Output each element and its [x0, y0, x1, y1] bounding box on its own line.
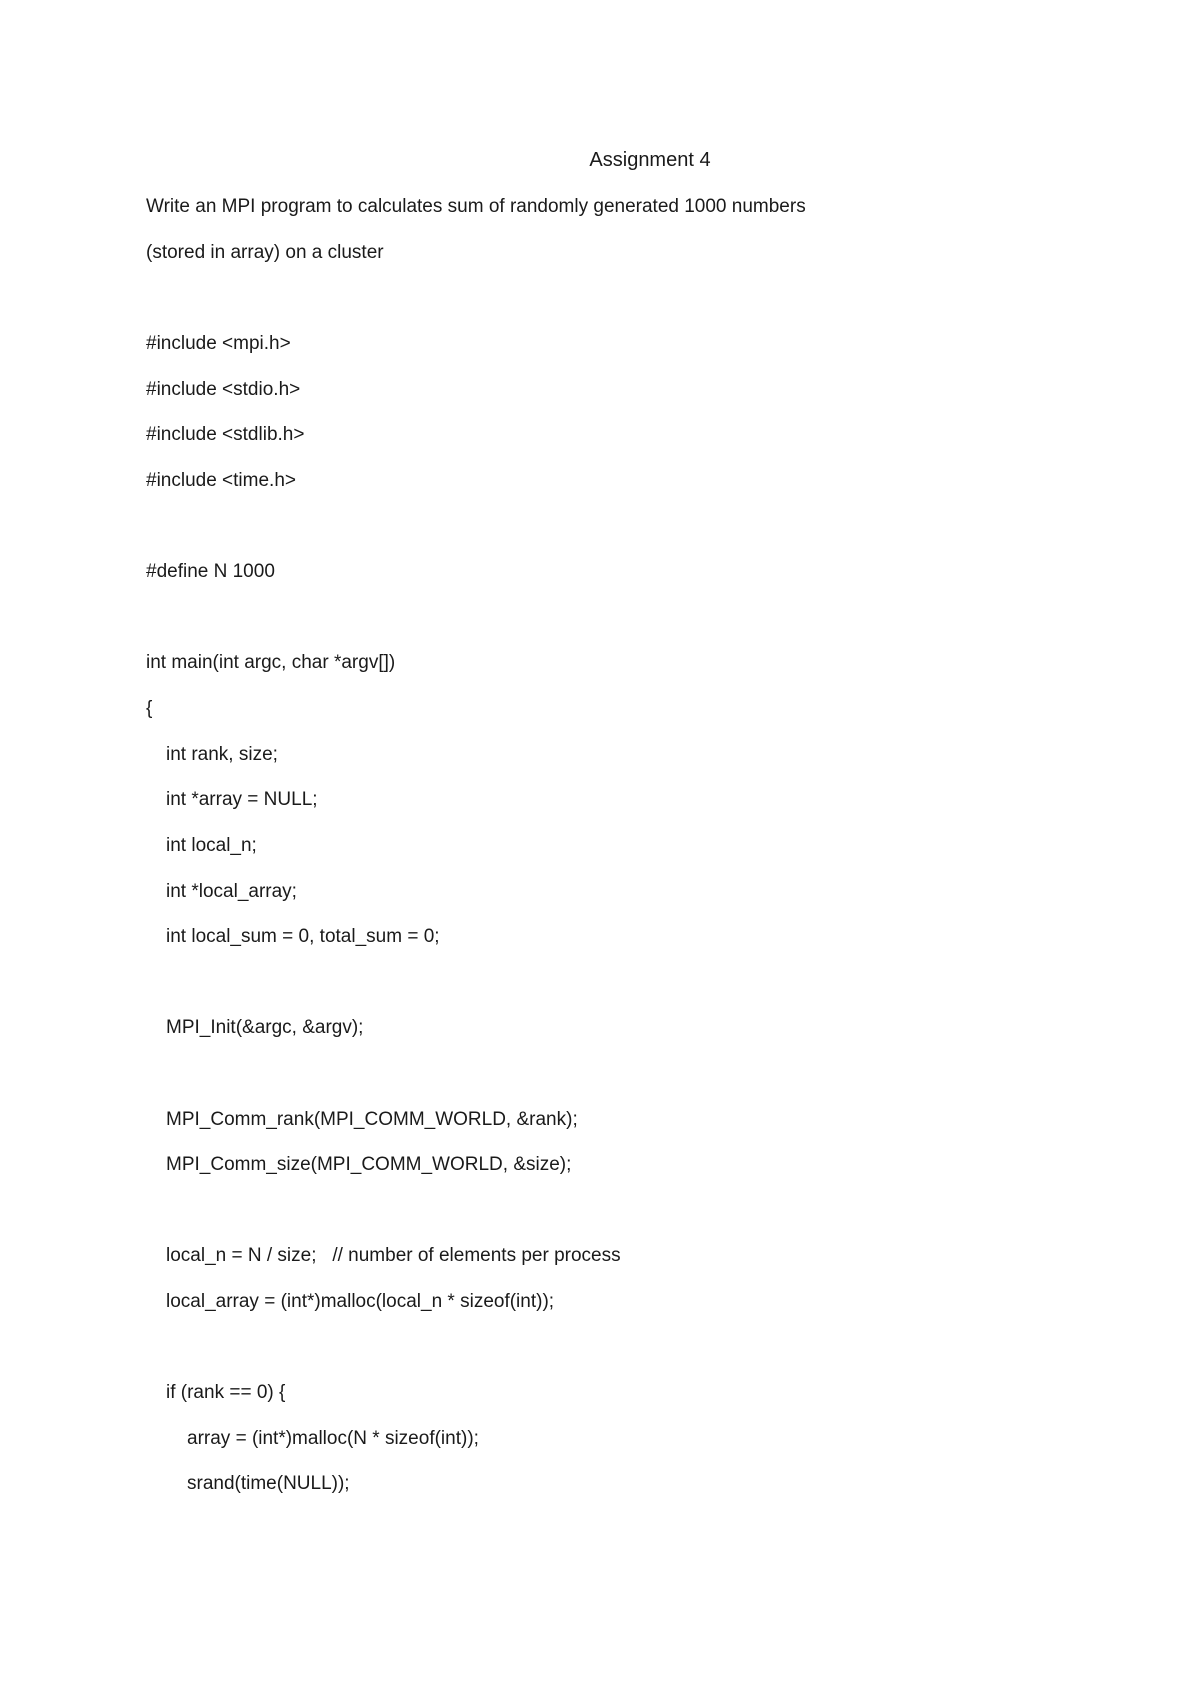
code-line: if (rank == 0) {: [166, 1382, 286, 1403]
code-line: #define N 1000: [146, 561, 275, 582]
question-line-1: Write an MPI program to calculates sum of randomly generated 1000 numbers: [146, 196, 806, 217]
code-line: #include <stdlib.h>: [146, 424, 305, 445]
code-line: local_array = (int*)malloc(local_n * sizeof(int));: [166, 1291, 555, 1312]
document-title: Assignment 4: [589, 149, 711, 171]
code-line: MPI_Comm_size(MPI_COMM_WORLD, &size);: [166, 1154, 572, 1175]
code-line: MPI_Comm_rank(MPI_COMM_WORLD, &rank);: [166, 1109, 578, 1130]
code-line: srand(time(NULL));: [187, 1473, 350, 1494]
code-line: int rank, size;: [166, 744, 278, 765]
code-line: int local_n;: [166, 835, 257, 856]
code-line: int *array = NULL;: [166, 789, 318, 810]
code-line: int main(int argc, char *argv[]): [146, 652, 396, 673]
code-line: array = (int*)malloc(N * sizeof(int));: [187, 1428, 479, 1449]
code-line: #include <mpi.h>: [146, 333, 291, 354]
code-line: local_n = N / size; // number of elements per process: [166, 1245, 621, 1266]
code-line: MPI_Init(&argc, &argv);: [166, 1017, 364, 1038]
question-line-2: (stored in array) on a cluster: [146, 242, 384, 263]
code-line: {: [146, 698, 153, 719]
code-line: int local_sum = 0, total_sum = 0;: [166, 926, 440, 947]
code-line: int *local_array;: [166, 881, 297, 902]
code-line: #include <stdio.h>: [146, 379, 301, 400]
code-line: #include <time.h>: [146, 470, 296, 491]
